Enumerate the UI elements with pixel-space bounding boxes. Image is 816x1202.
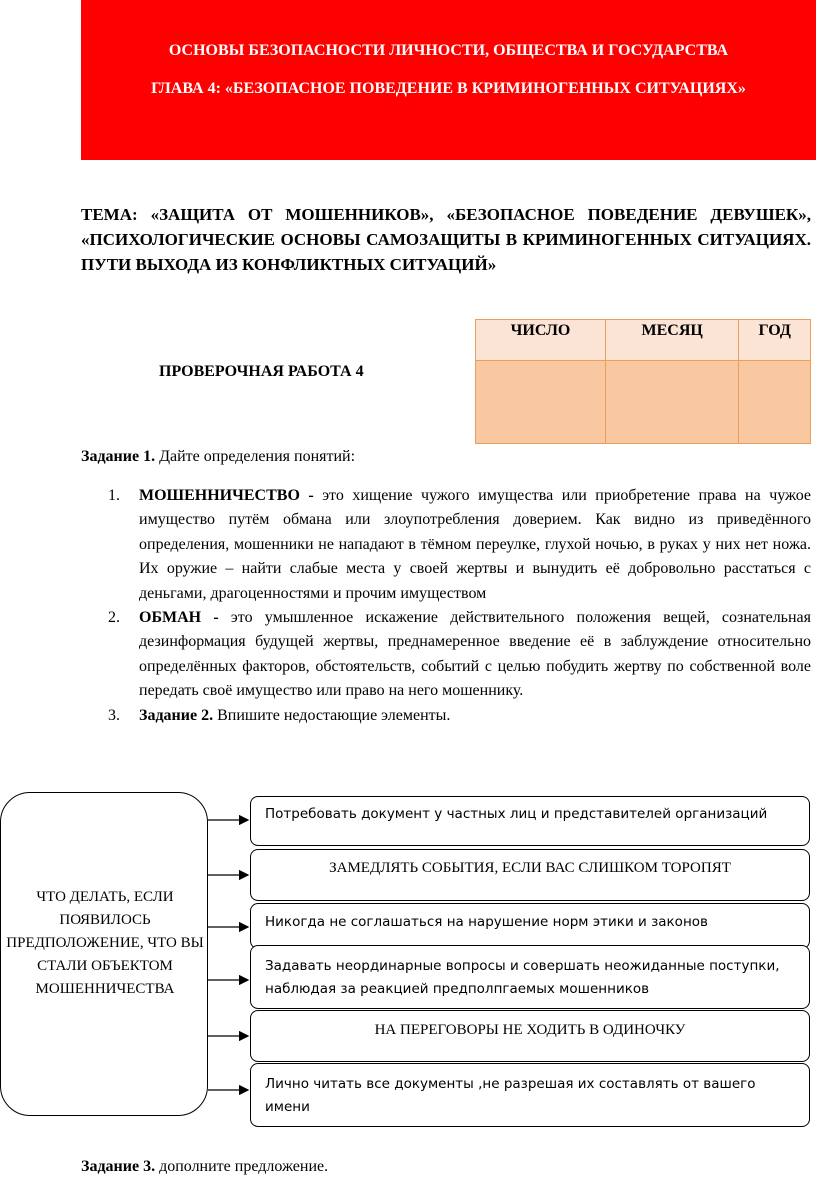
year-header: ГОД [739, 320, 811, 361]
answer-text: Никогда не соглашаться на нарушение норм этики и законов [265, 914, 708, 930]
question-text: ЧТО ДЕЛАТЬ, ЕСЛИ ПОЯВИЛОСЬ ПРЕДПОЛОЖЕНИЕ, ЧТО ВЫ СТАЛИ ОБЪЕКТОМ МОШЕННИЧЕСТВА [6, 889, 204, 997]
answer-text: Лично читать все документы ,не разрешая их составлять от вашего имени [265, 1076, 756, 1115]
answer-text: НА ПЕРЕГОВОРЫ НЕ ХОДИТЬ В ОДИНОЧКУ [374, 1022, 686, 1038]
topic-heading: ТЕМА: «ЗАЩИТА ОТ МОШЕННИКОВ», «БЕЗОПАСНОЕ ПОВЕДЕНИЕ ДЕВУШЕК», «ПСИХОЛОГИЧЕСКИЕ ОСНОВЫ САМОЗАЩИТЫ В КРИМИНОГЕННЫХ СИТУАЦИЯХ. ПУТИ ВЫХОДА ИЗ КОНФЛИКТНЫХ СИТУАЦИЙ» [81, 205, 811, 274]
question-box [0, 792, 208, 1116]
task3-prompt [81, 1158, 328, 1176]
task1-label: Задание 1. [81, 448, 156, 465]
answer-text: ЗАМЕДЛЯТЬ СОБЫТИЯ, ЕСЛИ ВАС СЛИШКОМ ТОРОПЯТ [329, 860, 731, 876]
answer-text: Задавать неординарные вопросы и совершать неожиданные поступки, наблюдая за реакцией предполпгаемых мошенников [265, 958, 780, 997]
answer-box[interactable] [250, 849, 810, 901]
answer-box[interactable] [250, 1063, 810, 1127]
answer-box[interactable] [250, 903, 810, 949]
task2-label: Задание 2. [139, 706, 214, 724]
item-number: 1. [108, 487, 120, 504]
answer-box[interactable] [250, 945, 810, 1009]
answer-text: Потребовать документ у частных лиц и представителей организаций [265, 806, 768, 822]
item-number: 2. [108, 609, 120, 627]
task3-text: дополните предложение. [155, 1158, 329, 1175]
subject-title: ОСНОВЫ БЕЗОПАСНОСТИ ЛИЧНОСТИ, ОБЩЕСТВА И ГОСУДАРСТВА [168, 42, 729, 59]
month-header: МЕСЯЦ [605, 320, 738, 361]
item-number: 3. [108, 706, 120, 724]
answer-box[interactable] [250, 1010, 810, 1062]
term: МОШЕННИЧЕСТВО - [139, 487, 314, 504]
chapter-title: ГЛАВА 4: «БЕЗОПАСНОЕ ПОВЕДЕНИЕ В КРИМИНОГЕННЫХ СИТУАЦИЯХ» [151, 80, 746, 97]
term: ОБМАН - [139, 609, 219, 627]
task3-label: Задание 3. [81, 1158, 156, 1175]
definition-text: это умышленное искажение действительного положения вещей, сознательная дезинформация будущей жертвы, преднамеренное введение её в заблуждение относительно определённых факторов, обстоятельств, событий с целью побудить жертву по собственной воле передать своё имущество или право на него мошеннику. [139, 609, 811, 700]
test-title: ПРОВЕРОЧНАЯ РАБОТА 4 [159, 363, 364, 380]
answer-box[interactable] [250, 796, 810, 846]
task2-text: Впишите недостающие элементы. [213, 706, 451, 724]
task1-text: Дайте определения понятий: [155, 448, 356, 465]
definition-text: это хищение чужого имущества или приобретение права на чужое имущество путём обмана или злоупотребления доверием. Как видно из приведённого определения, мошенники не нападают в тёмном переулке, глухой ночью, в руках у них нет ножа. Их оружие – найти слабые места у своей жертвы и вынудить её добровольно расстаться с деньгами, драгоценностями и прочим имуществом [139, 487, 811, 602]
day-header: ЧИСЛО [476, 320, 606, 361]
